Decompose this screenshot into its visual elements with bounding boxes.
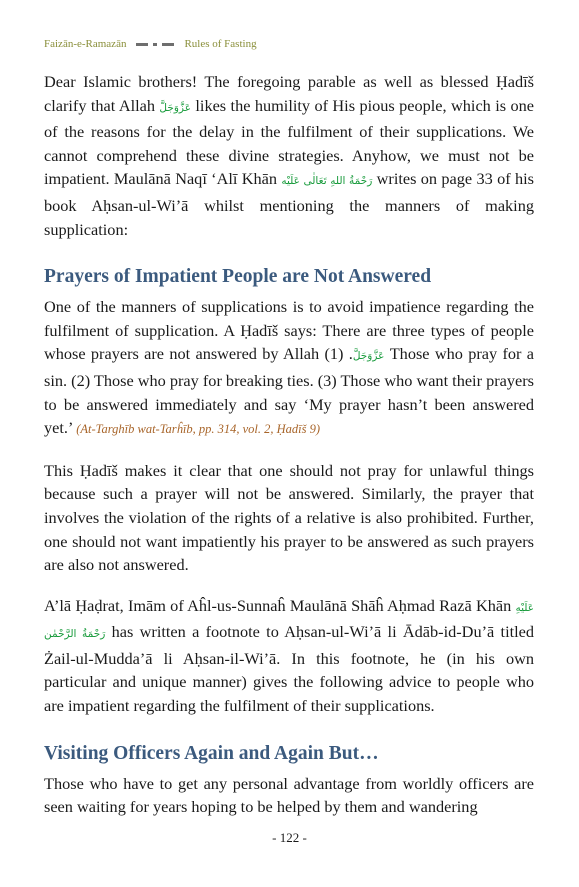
text-run: has written a footnote to Aḥsan-ul-Wi’ā li Ādāb-id-Du’ā titled Żail-ul-Mudda’ā li Aḥsan-il-Wi’ā. In this footnote, he (in his own particular and unique manner) gives the following advice to people who are impatient regarding the fulfilment of their supplications. (44, 622, 535, 716)
page-body (44, 70, 534, 819)
text-run: Dear Islamic brothers! The foregoing parable as well as blessed Ḥadīš clarify that Allah (44, 72, 534, 115)
book-title: Faizān-e-Ramazān (44, 38, 127, 50)
text-run: One of the manners of supplications is to avoid impatience regarding the fulfilment of supplication. A Ḥadīš says: There are three types of people whose prayers are not answered by Allah (44, 297, 534, 364)
hadith-reference: (At-Targhīb wat-Tarĥīb, pp. 314, vol. 2, Ḥadīš 9) (76, 422, 321, 437)
paragraph-4 (44, 594, 534, 718)
text-run: writes on page 33 of his book Aḥsan-ul-Wi’ā whilst mentioning the manners of making supplication: (44, 169, 534, 239)
separator-dot (153, 43, 157, 46)
separator-dash (162, 43, 174, 46)
paragraph-1 (44, 70, 534, 241)
honorific-arabic: عَزَّوَجَلَّ (352, 350, 385, 363)
honorific-arabic: رَحْمَةُ اللهِ تَعَالٰى عَلَيْه (281, 175, 373, 188)
section-heading-impatient-prayers: Prayers of Impatient People are Not Answered (44, 266, 432, 288)
paragraph-5: Those who have to get any personal advantage from worldly officers are seen waiting for years hoping to be helped by them and wandering (44, 773, 534, 817)
text-run: likes the humility of His pious people, which is one of the reasons for the delay in the fulfilment of their supplications. We cannot comprehend these divine strategies. Anyhow, we must not be impatient. Maulānā Naqī ‘Alī Khān (44, 95, 534, 189)
text-run: A’lā Ḥaḍrat, Imām of Aĥl-us-Sunnaĥ Maulānā Shāĥ Aḥmad Razā Khān (44, 595, 516, 615)
paragraph-2 (44, 295, 534, 442)
chapter-title: Rules of Fasting (184, 38, 257, 50)
honorific-arabic: عَلَيْهِ رَحْمَةُ الرَّحْمٰن (44, 601, 534, 641)
separator-dash (136, 43, 148, 46)
honorific-arabic: عَزَّوَجَلَّ (159, 101, 191, 114)
header-separator (136, 43, 174, 46)
page-number: - 122 - (272, 830, 307, 845)
section-heading-visiting-officers: Visiting Officers Again and Again But… (44, 742, 379, 764)
running-header (44, 38, 257, 50)
text-run: . (1) Those who pray for a sin. (2) Those who pray for breaking ties. (3) Those who want their prayers to be answered immediately and say ‘My prayer hasn’t been answered yet.’ (44, 344, 534, 438)
paragraph-3: This Ḥadīš makes it clear that one should not pray for unlawful things because such a prayer will not be answered. Similarly, the prayer that involves the violation of the rights of a relative is also prohibited. Further, one should not want impatiently his prayer to be answered as such prayers are also not answered. (44, 460, 534, 575)
